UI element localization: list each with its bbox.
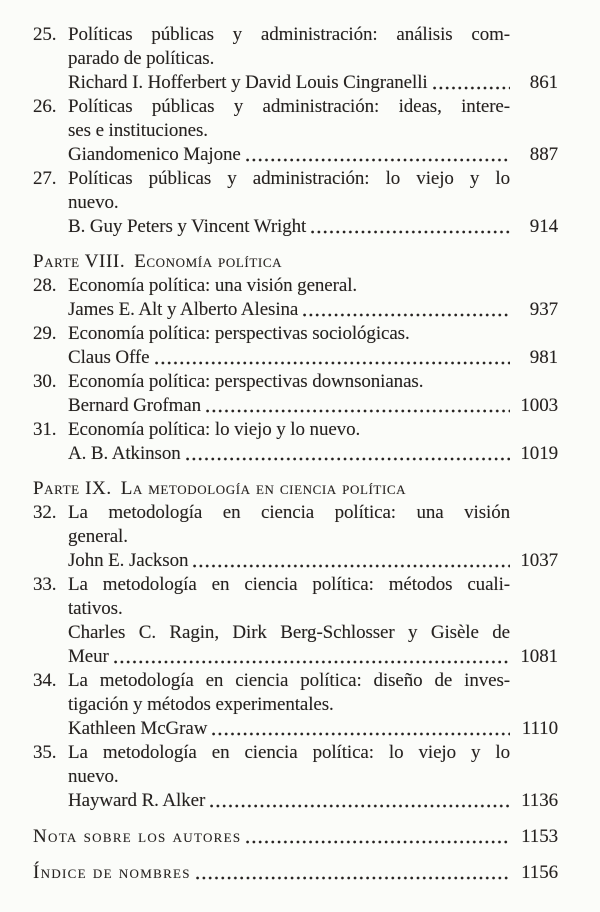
- entry-title-line: [33, 693, 558, 717]
- backmatter-row: [33, 825, 558, 849]
- entry-title-line: [33, 167, 558, 191]
- entry-author-text: Richard I. Hofferbert y David Louis Cingranelli: [68, 72, 428, 93]
- toc-section: [33, 250, 558, 466]
- page-number: 981: [529, 347, 558, 368]
- entry-number: 26.: [33, 96, 57, 117]
- dot-leader: [114, 659, 510, 665]
- entry-title-line: [33, 322, 558, 346]
- entry-title-text: nuevo.: [68, 766, 119, 787]
- entry-author-page-line: [33, 394, 558, 418]
- entry-title-line: [33, 669, 558, 693]
- entry-author-line: [33, 621, 558, 645]
- page-number: 914: [529, 216, 558, 237]
- entry-title-line: [33, 525, 558, 549]
- dot-leader: [186, 456, 510, 462]
- entry-title-line: [33, 501, 558, 525]
- entry-author-text: Claus Offe: [68, 347, 150, 368]
- entry-author-page-line: [33, 789, 558, 813]
- dot-leader: [210, 803, 510, 809]
- entry-number: 27.: [33, 168, 57, 189]
- entry-title-text: Políticas públicas y administración: análisis com-: [68, 24, 510, 45]
- dot-leader: [433, 85, 510, 91]
- entry-title-text: Economía política: lo viejo y lo nuevo.: [68, 419, 361, 440]
- entry-title-text: ses e instituciones.: [68, 120, 208, 141]
- entry-title-line: [33, 418, 558, 442]
- entry-title-line: [33, 741, 558, 765]
- entry-number: 32.: [33, 502, 57, 523]
- entry-author-page-line: [33, 298, 558, 322]
- entry-author-text: Giandomenico Majone: [68, 144, 241, 165]
- entry-title-text: nuevo.: [68, 192, 119, 213]
- entry-title-line: [33, 47, 558, 71]
- entry-title-text: Economía política: perspectivas sociológicas.: [68, 323, 410, 344]
- entry-number: 35.: [33, 742, 57, 763]
- entry-title-text: Economía política: perspectivas downsonianas.: [68, 371, 424, 392]
- page-number: 1081: [520, 646, 558, 667]
- backmatter-label: Índice de nombres: [33, 862, 191, 883]
- dot-leader: [303, 312, 510, 318]
- toc-entry: [33, 95, 558, 167]
- page-number: 1037: [520, 550, 558, 571]
- page-number: 1156: [521, 862, 558, 883]
- section-heading-part: Parte VIII.: [33, 251, 126, 272]
- entry-author-text: B. Guy Peters y Vincent Wright: [68, 216, 307, 237]
- entry-title-text: Políticas públicas y administración: ideas, intere-: [68, 96, 510, 117]
- dot-leader: [193, 563, 510, 569]
- entry-number: 29.: [33, 323, 57, 344]
- entry-number: 25.: [33, 24, 57, 45]
- entry-number: 31.: [33, 419, 57, 440]
- page-number: 1136: [521, 790, 558, 811]
- entry-author-text: James E. Alt y Alberto Alesina: [68, 299, 299, 320]
- entry-title-text: La metodología en ciencia política: una visión: [68, 502, 510, 523]
- entry-author-text: Charles C. Ragin, Dirk Berg-Schlosser y Gisèle de: [68, 622, 510, 643]
- entry-number: 34.: [33, 670, 57, 691]
- toc-entry: [33, 418, 558, 466]
- entry-author-page-line: [33, 549, 558, 573]
- backmatter-row: [33, 861, 558, 885]
- section-heading: [33, 477, 558, 501]
- entry-title-text: Políticas públicas y administración: lo viejo y lo: [68, 168, 510, 189]
- entry-author-text: Meur: [68, 646, 109, 667]
- entry-author-text: Hayward R. Alker: [68, 790, 206, 811]
- entry-author-page-line: [33, 143, 558, 167]
- toc-entry: [33, 322, 558, 370]
- entry-title-line: [33, 119, 558, 143]
- entry-author-page-line: [33, 71, 558, 95]
- entry-author-text: Bernard Grofman: [68, 395, 202, 416]
- entry-title-text: Economía política: una visión general.: [68, 275, 358, 296]
- entry-author-page-line: [33, 645, 558, 669]
- entry-author-text: A. B. Atkinson: [68, 443, 181, 464]
- toc-entry: [33, 167, 558, 239]
- dot-leader: [206, 408, 510, 414]
- entry-title-line: [33, 23, 558, 47]
- entry-title-line: [33, 573, 558, 597]
- page-number: 887: [529, 144, 558, 165]
- page-number: 937: [529, 299, 558, 320]
- page-number: 1110: [521, 718, 558, 739]
- dot-leader: [246, 157, 510, 163]
- entry-number: 33.: [33, 574, 57, 595]
- section-heading: [33, 250, 558, 274]
- entry-number: 30.: [33, 371, 57, 392]
- dot-leader: [246, 839, 510, 845]
- section-heading-title: La metodología en ciencia política: [120, 478, 407, 499]
- entry-title-line: [33, 597, 558, 621]
- dot-leader: [311, 229, 510, 235]
- entry-title-line: [33, 191, 558, 215]
- entry-author-text: John E. Jackson: [68, 550, 189, 571]
- toc-entry: [33, 741, 558, 813]
- toc-section: [33, 477, 558, 813]
- entry-author-text: Kathleen McGraw: [68, 718, 208, 739]
- entry-title-line: [33, 95, 558, 119]
- entry-title-line: [33, 274, 558, 298]
- toc-entry: [33, 370, 558, 418]
- entry-author-page-line: [33, 215, 558, 239]
- toc-entry: [33, 501, 558, 573]
- dot-leader: [196, 875, 510, 881]
- toc-section: [33, 23, 558, 239]
- entry-title-text: general.: [68, 526, 128, 547]
- section-heading-title: Economía política: [134, 251, 283, 272]
- toc-entry: [33, 669, 558, 741]
- toc-entry: [33, 23, 558, 95]
- entry-title-text: La metodología en ciencia política: diseño de inves-: [68, 670, 510, 691]
- entry-author-page-line: [33, 717, 558, 741]
- entry-title-text: tigación y métodos experimentales.: [68, 694, 334, 715]
- dot-leader: [212, 731, 510, 737]
- entry-title-text: parado de políticas.: [68, 48, 215, 69]
- toc-entry: [33, 573, 558, 669]
- entry-title-line: [33, 765, 558, 789]
- toc-entry: [33, 274, 558, 322]
- entry-author-page-line: [33, 442, 558, 466]
- dot-leader: [155, 360, 511, 366]
- page-number: 1003: [520, 395, 558, 416]
- entry-author-page-line: [33, 346, 558, 370]
- entry-title-text: La metodología en ciencia política: métodos cuali-: [68, 574, 510, 595]
- page-number: 1019: [520, 443, 558, 464]
- page-number: 1153: [521, 826, 558, 847]
- entry-title-line: [33, 370, 558, 394]
- backmatter-label: Nota sobre los autores: [33, 826, 242, 847]
- entry-title-text: tativos.: [68, 598, 123, 619]
- section-heading-part: Parte IX.: [33, 478, 112, 499]
- entry-number: 28.: [33, 275, 57, 296]
- page-number: 861: [529, 72, 558, 93]
- entry-title-text: La metodología en ciencia política: lo viejo y lo: [68, 742, 510, 763]
